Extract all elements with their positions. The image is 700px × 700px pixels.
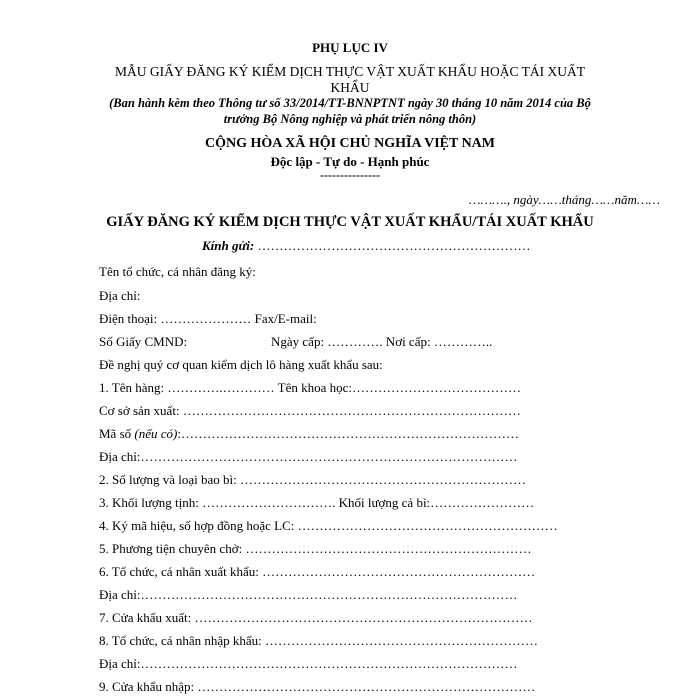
id-card-line <box>99 334 493 350</box>
producer-line <box>99 403 521 419</box>
code-dots[interactable]: …………………………………………………………………… <box>180 426 519 441</box>
exporter-address-line <box>99 587 518 603</box>
republic-heading: CỘNG HÒA XÃ HỘI CHỦ NGHĨA VIỆT NAM <box>204 136 495 151</box>
address-2-label: Địa chỉ: <box>99 449 141 464</box>
request-line: Đề nghị quý cơ quan kiểm dịch lô hàng xuất khẩu sau: <box>99 357 383 372</box>
form-title-line1: MẪU GIẤY ĐĂNG KÝ KIỂM DỊCH THỰC VẬT XUẤT KHẨU HOẶC TÁI XUẤT <box>115 64 585 79</box>
code-colon: : <box>177 426 181 441</box>
scientific-name-dots[interactable]: ………………………………… <box>352 380 521 395</box>
item-1-label: 1. Tên hàng: ………….………… Tên khoa học: <box>99 380 352 395</box>
transport-label: 5. Phương tiện chuyên chở: <box>99 541 243 556</box>
weight-label: 3. Khối lượng tịnh: …………………………. Khối lượng cả bì: <box>99 495 431 510</box>
greeting-label: Kính gửi: <box>202 238 255 253</box>
importer-address-label: Địa chỉ: <box>99 656 141 671</box>
export-gate-label: 7. Cửa khẩu xuất: <box>99 610 192 625</box>
import-gate-label: 9. Cửa khẩu nhập: <box>99 679 195 694</box>
export-gate-line <box>99 610 533 626</box>
producer-label: Cơ sở sản xuất: <box>99 403 180 418</box>
issue-date-place: Ngày cấp: …………. Nơi cấp: ………….. <box>271 334 493 349</box>
packaging-line <box>99 472 526 488</box>
greeting <box>202 238 530 254</box>
code-optional: (nếu có) <box>134 426 178 441</box>
id-card-label: Số Giấy CMND: <box>99 334 188 349</box>
packaging-label: 2. Số lượng và loại bao bì: <box>99 472 237 487</box>
packaging-dots[interactable]: ………………………………………………………… <box>236 472 527 487</box>
address-2-dots[interactable]: …………………………………………………………………………… <box>140 449 518 464</box>
greeting-recipient-field[interactable]: ……………………………………………………… <box>254 238 531 253</box>
exporter-address-dots[interactable]: …………………………………………………………………………… <box>140 587 518 602</box>
document-title: GIẤY ĐĂNG KÝ KIỂM DỊCH THỰC VẬT XUẤT KHẨU/TÁI XUẤT KHẨU <box>106 214 594 230</box>
transport-line <box>99 541 531 557</box>
contract-line <box>99 518 558 534</box>
issued-note-line2: trưởng Bộ Nông nghiệp và phát triển nông thôn) <box>223 112 477 126</box>
importer-address-dots[interactable]: …………………………………………………………………………… <box>140 656 518 671</box>
import-gate-line <box>99 679 535 695</box>
importer-address-line <box>99 656 518 672</box>
gross-weight-dots[interactable]: …………………… <box>430 495 535 510</box>
appendix-heading: PHỤ LỤC IV <box>312 40 388 55</box>
code-line <box>99 426 519 442</box>
exporter-dots[interactable]: ……………………………………………………… <box>258 564 536 579</box>
motto-rule: --------------- <box>320 168 380 182</box>
applicant-name-line: Tên tổ chức, cá nhân đăng ký: <box>99 264 256 279</box>
address-line: Địa chỉ: <box>99 288 141 303</box>
transport-dots[interactable]: ………………………………………………………… <box>242 541 532 556</box>
producer-dots[interactable]: …………………………………………………………………… <box>179 403 521 418</box>
contract-dots[interactable]: …………………………………………………… <box>294 518 558 533</box>
item-1-line <box>99 380 521 396</box>
address-2-line <box>99 449 518 465</box>
code-label: Mã số <box>99 426 135 441</box>
import-gate-dots[interactable]: …………………………………………………………………… <box>194 679 536 694</box>
date-line: ………., ngày……tháng……năm…… <box>468 192 660 207</box>
importer-dots[interactable]: ……………………………………………………… <box>261 633 539 648</box>
exporter-label: 6. Tổ chức, cá nhân xuất khẩu: <box>99 564 259 579</box>
motto: Độc lập - Tự do - Hạnh phúc <box>270 154 430 169</box>
exporter-address-label: Địa chỉ: <box>99 587 141 602</box>
form-title-line2: KHẨU <box>330 80 370 95</box>
weight-line <box>99 495 534 511</box>
issued-note-line1: (Ban hành kèm theo Thông tư số 33/2014/TT-BNNPTNT ngày 30 tháng 10 năm 2014 của Bộ <box>109 96 591 110</box>
export-gate-dots[interactable]: …………………………………………………………………… <box>191 610 533 625</box>
importer-line <box>99 633 538 649</box>
importer-label: 8. Tổ chức, cá nhân nhập khẩu: <box>99 633 262 648</box>
exporter-line <box>99 564 535 580</box>
phone-fax-line: Điện thoại: ………………… Fax/E-mail: <box>99 311 317 326</box>
contract-label: 4. Ký mã hiệu, số hợp đồng hoặc LC: <box>99 518 295 533</box>
